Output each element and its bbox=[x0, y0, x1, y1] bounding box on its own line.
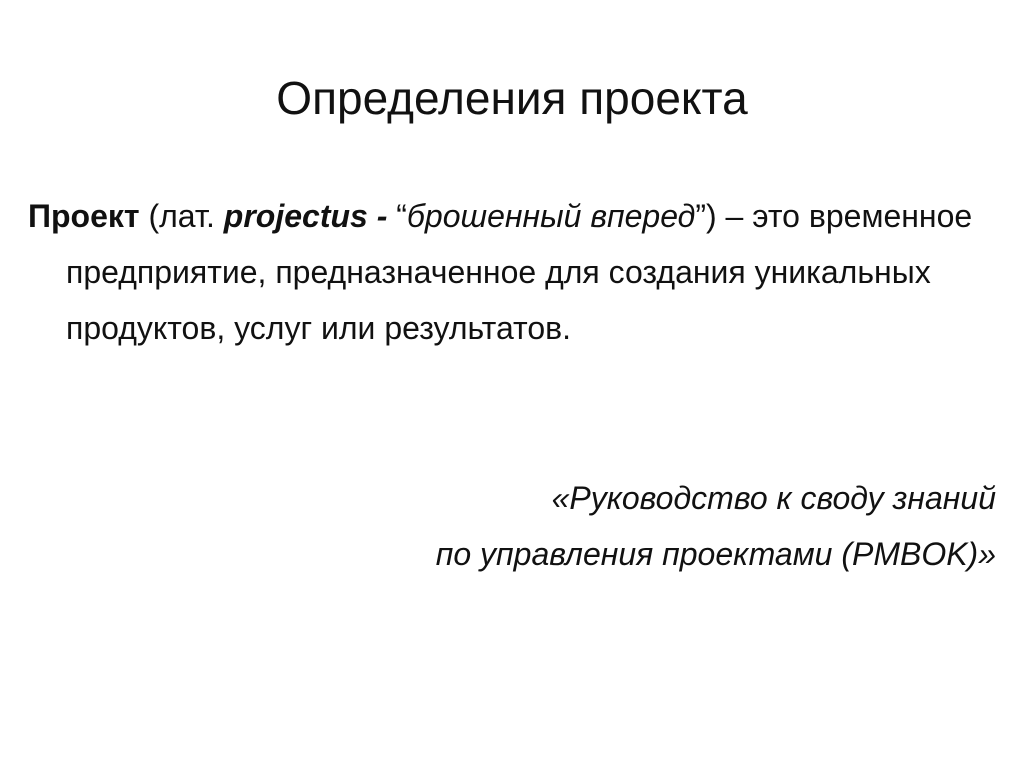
open-quote: “ bbox=[396, 198, 407, 234]
definition-paren-open: (лат. bbox=[139, 198, 224, 234]
latin-translation: брошенный вперед bbox=[406, 198, 696, 234]
source-line-2: по управления проектами (PMBOK)» bbox=[435, 536, 996, 572]
source-line-1: «Руководство к своду знаний bbox=[551, 480, 996, 516]
close-quote: ” bbox=[695, 198, 706, 234]
latin-dash: - bbox=[367, 198, 397, 234]
source-citation bbox=[196, 470, 996, 582]
definition-paragraph bbox=[28, 188, 1024, 356]
definition-body: это временное предприятие, предназначенное для создания уникальных продуктов, услуг или результатов. bbox=[66, 198, 973, 346]
definition-term: Проект bbox=[28, 198, 140, 234]
slide-title: Определения проекта bbox=[276, 72, 748, 124]
latin-word: projectus bbox=[223, 198, 368, 234]
definition-paren-close: ) – bbox=[706, 198, 753, 234]
